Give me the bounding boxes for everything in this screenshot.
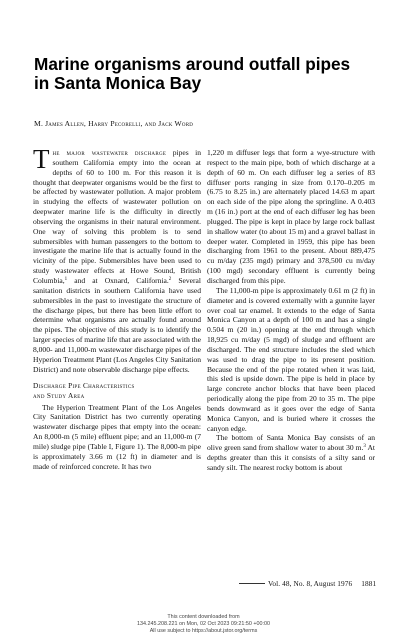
hyperion-paragraph: The Hyperion Treatment Plant of the Los Angeles City Sanitation District has two currently operating wastewater discharge pipes that empty into the ocean: An 8,000-m (5 mile) effluent pipe; and an 11,000-m (7 mile) sludge pipe (Table I, Figure 1). The 8,000-m pipe is approximately 3.66 m (12 ft) in diameter and is made of reinforced concrete. It has two: [33, 402, 201, 471]
section-heading-line-1: Discharge Pipe Characteristics: [33, 381, 135, 391]
footnote-ref-3: 3: [363, 444, 366, 450]
jstor-download-notice: This content downloaded from: [167, 614, 240, 620]
left-column: [33, 144, 202, 472]
footnote-ref-2: 2: [168, 276, 172, 282]
bay-bottom-text-end: At depths greater than this it consists of a silty sand or sandy silt. The nearest rocky bottom is about: [207, 443, 375, 472]
right-column: [207, 148, 375, 473]
section-heading: [33, 381, 201, 400]
journal-citation: Vol. 48, No. 8, August 1976: [268, 579, 353, 588]
bay-bottom-paragraph: [207, 433, 375, 472]
intro-text-end: Several sanitation districts in southern California have used submersibles in the past to investigate the structure of the discharge pipes, but there has been little effort to determine what organisms are actually found around the pipes. The objective of this study is to identify the larger species of marine life that are associated with the 8,000- and 11,000-m wastewater discharge pipes of the Hyperion Treatment Plant (Los Angeles City Sanitation District) and note observable discharge pipe effects.: [33, 275, 201, 374]
intro-text-mid: and at Oxnard, California.: [67, 275, 169, 285]
title-line-2: in Santa Monica Bay: [34, 73, 202, 93]
page-footer: [268, 579, 376, 588]
intro-small-caps: he major wastewater discharge: [52, 148, 167, 157]
page-number: 1881: [361, 579, 377, 588]
footer-rule: [239, 583, 265, 584]
article-title: [34, 55, 384, 93]
author-byline: M. James Allen, Harry Pecorelli, and Jack Word: [34, 119, 194, 128]
diffuser-paragraph: 1,220 m diffuser legs that form a wye-structure with respect to the main pipe, both of which discharge at a depth of 60 m. On each diffuser leg a series of 83 diffuser ports ranging in size from 0.170–0.205 m (6.75 to 8.25 in.) are alternately placed 14.63 m apart on each side of the pipe along the springline. A 0.403 m (16 in.) port at the end of each diffuser leg has been plugged. The pipe is kept in place by large rock ballast in shallow water (to about 15 m) and a gravel ballast in deeper water. Completed in 1959, this pipe has been discharging from 1961 to the present. About 889,475 cu m/day (235 mgd) primary and 378,500 cu m/day (100 mgd) secondary effluent is currently being discharged from this pipe.: [207, 148, 375, 285]
bay-bottom-text: The bottom of Santa Monica Bay consists of an olive green sand from shallow water to about 30 m.: [207, 433, 375, 453]
sludge-pipe-paragraph: The 11,000-m pipe is approximately 0.61 m (2 ft) in diameter and is covered externally with a gunnite layer over coal tar enamel. It extends to the edge of Santa Monica Canyon at a depth of 100 m and has a single 0.504 m (20 in.) opening at the end through which 18,925 cu m/day (5 mgd) of sludge and effluent are discharged. The end structure includes the sled which was used to drag the pipe to its present position. Because the end of the pipe rotated when it was laid, this sled is upside down. The pipe is held in place by large concrete anchor blocks that have been placed periodically along the pipe from 20 to 35 m. The pipe bends downward as it goes over the edge of Santa Monica Canyon, and is buried where it crosses the canyon edge.: [207, 285, 375, 433]
footnote-ref-1: 1: [64, 276, 68, 282]
jstor-terms-notice: All use subject to https://about.jstor.org/terms: [149, 628, 258, 634]
drop-cap: T: [33, 144, 50, 174]
intro-text: pipes in southern California empty into the ocean at depths of 60 to 100 m. For this reason it is thought that deepwater organisms would be the first to be affected by wastewater pollution. A major problem in studying the effects of wastewater pollution on deepwater marine life is the difficulty in directly observing the organisms in their natural environment. One way of solving this problem is to send submersibles with human passengers to the bottom to investigate the marine life that is actually found in the vicinity of the pipe. Submersibles have been used to study wastewater effects at Howe Sound, British Columbia,: [33, 148, 202, 285]
jstor-download-details: 134.245.208.221 on Mon, 02 Oct 2023 09:21:50 +00:00: [137, 621, 270, 627]
title-line-1: Marine organisms around outfall pipes: [34, 54, 351, 74]
section-heading-line-2: and Study Area: [33, 391, 85, 400]
intro-paragraph: [33, 144, 202, 374]
